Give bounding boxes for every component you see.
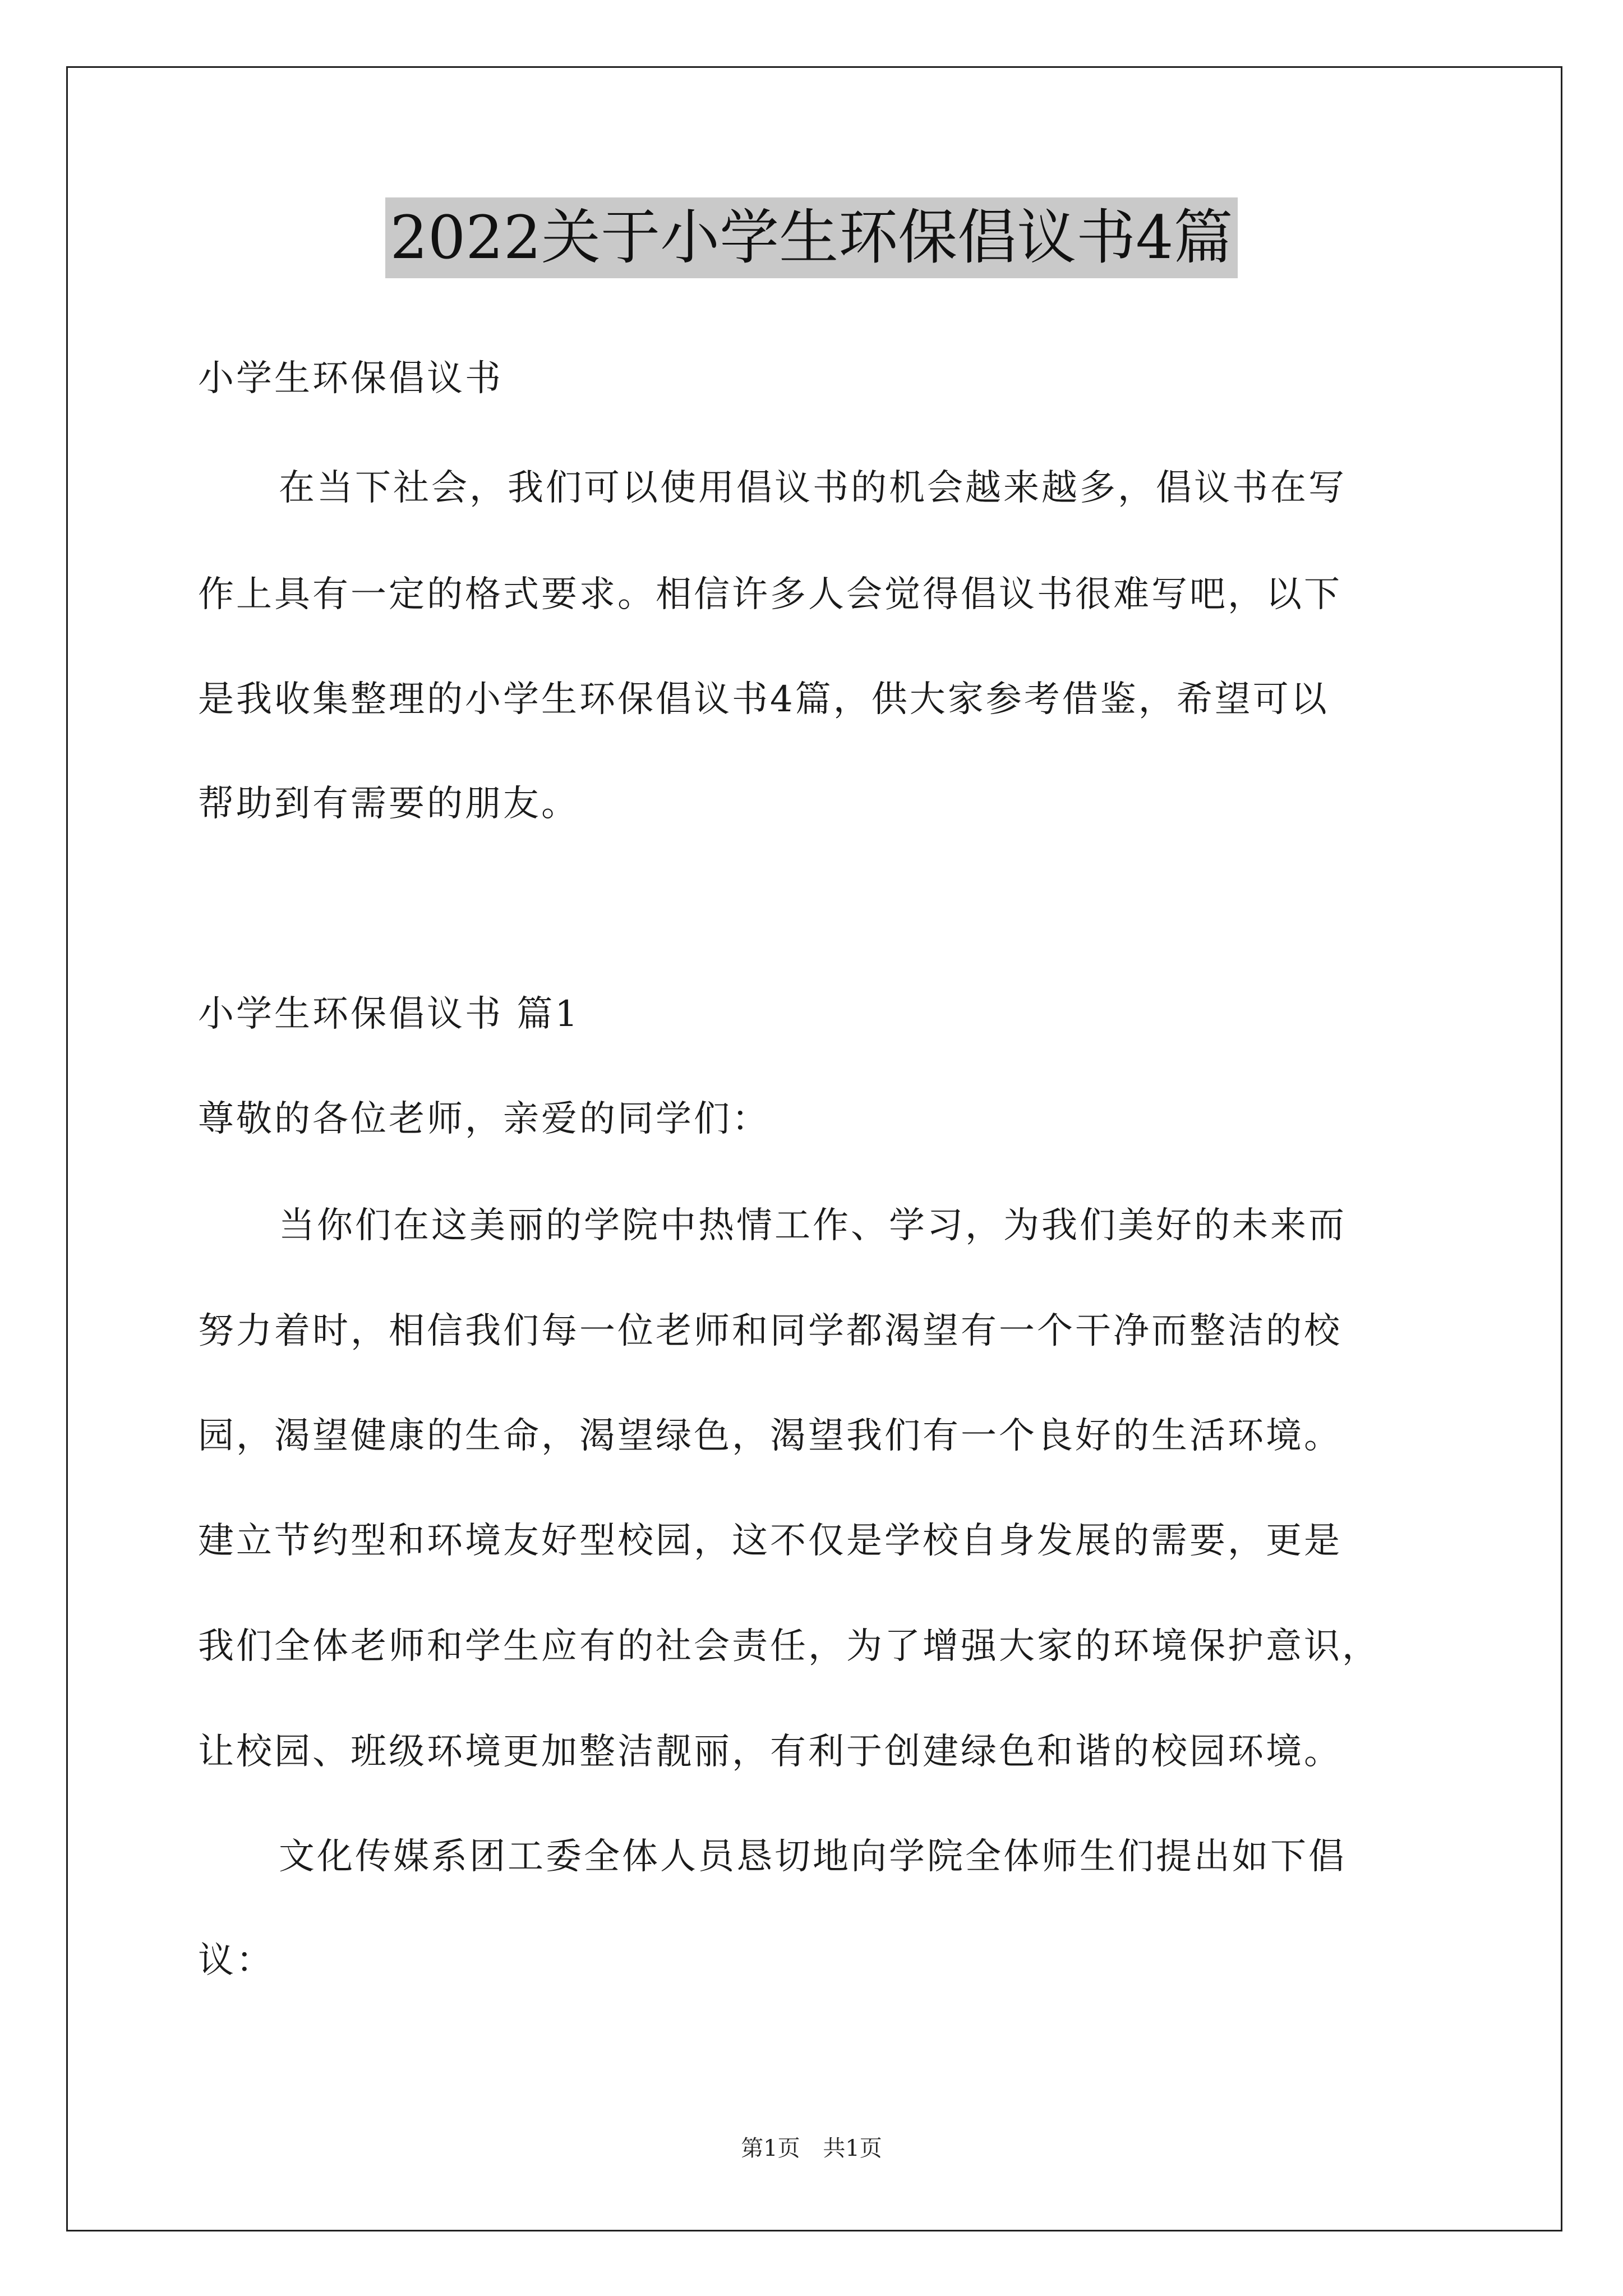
paragraph-line: 园，渴望健康的生命，渴望绿色，渴望我们有一个良好的生活环境。: [198, 1415, 1342, 1457]
title-container: [0, 197, 1623, 278]
paragraph-line: 议：: [198, 1940, 274, 1981]
page-total: 共1页: [823, 2136, 882, 2161]
section-heading: 小学生环保倡议书: [198, 358, 503, 399]
section-heading: 小学生环保倡议书 篇1: [198, 993, 580, 1035]
paragraph-line: 在当下社会，我们可以使用倡议书的机会越来越多，倡议书在写: [279, 467, 1347, 509]
paragraph-line: 是我收集整理的小学生环保倡议书4篇，供大家参考借鉴，希望可以: [198, 679, 1329, 720]
paragraph-line: 努力着时，相信我们每一位老师和同学都渴望有一个干净而整洁的校: [198, 1310, 1342, 1352]
salutation: 尊敬的各位老师，亲爱的同学们：: [198, 1098, 770, 1140]
paragraph-line: 文化传媒系团工委全体人员恳切地向学院全体师生们提出如下倡: [279, 1836, 1347, 1878]
page-number: 第1页: [741, 2136, 800, 2161]
document-title: 2022关于小学生环保倡议书4篇: [385, 197, 1237, 278]
page-footer: [0, 2134, 1623, 2162]
paragraph-line: 作上具有一定的格式要求。相信许多人会觉得倡议书很难写吧，以下: [198, 574, 1342, 615]
paragraph-line: 我们全体老师和学生应有的社会责任，为了增强大家的环境保护意识，: [198, 1626, 1380, 1667]
paragraph-line: 让校园、班级环境更加整洁靓丽，有利于创建绿色和谐的校园环境。: [198, 1731, 1342, 1773]
paragraph-line: 帮助到有需要的朋友。: [198, 783, 579, 825]
paragraph-line: 当你们在这美丽的学院中热情工作、学习，为我们美好的未来而: [279, 1205, 1347, 1246]
paragraph-line: 建立节约型和环境友好型校园，这不仅是学校自身发展的需要，更是: [198, 1520, 1342, 1562]
